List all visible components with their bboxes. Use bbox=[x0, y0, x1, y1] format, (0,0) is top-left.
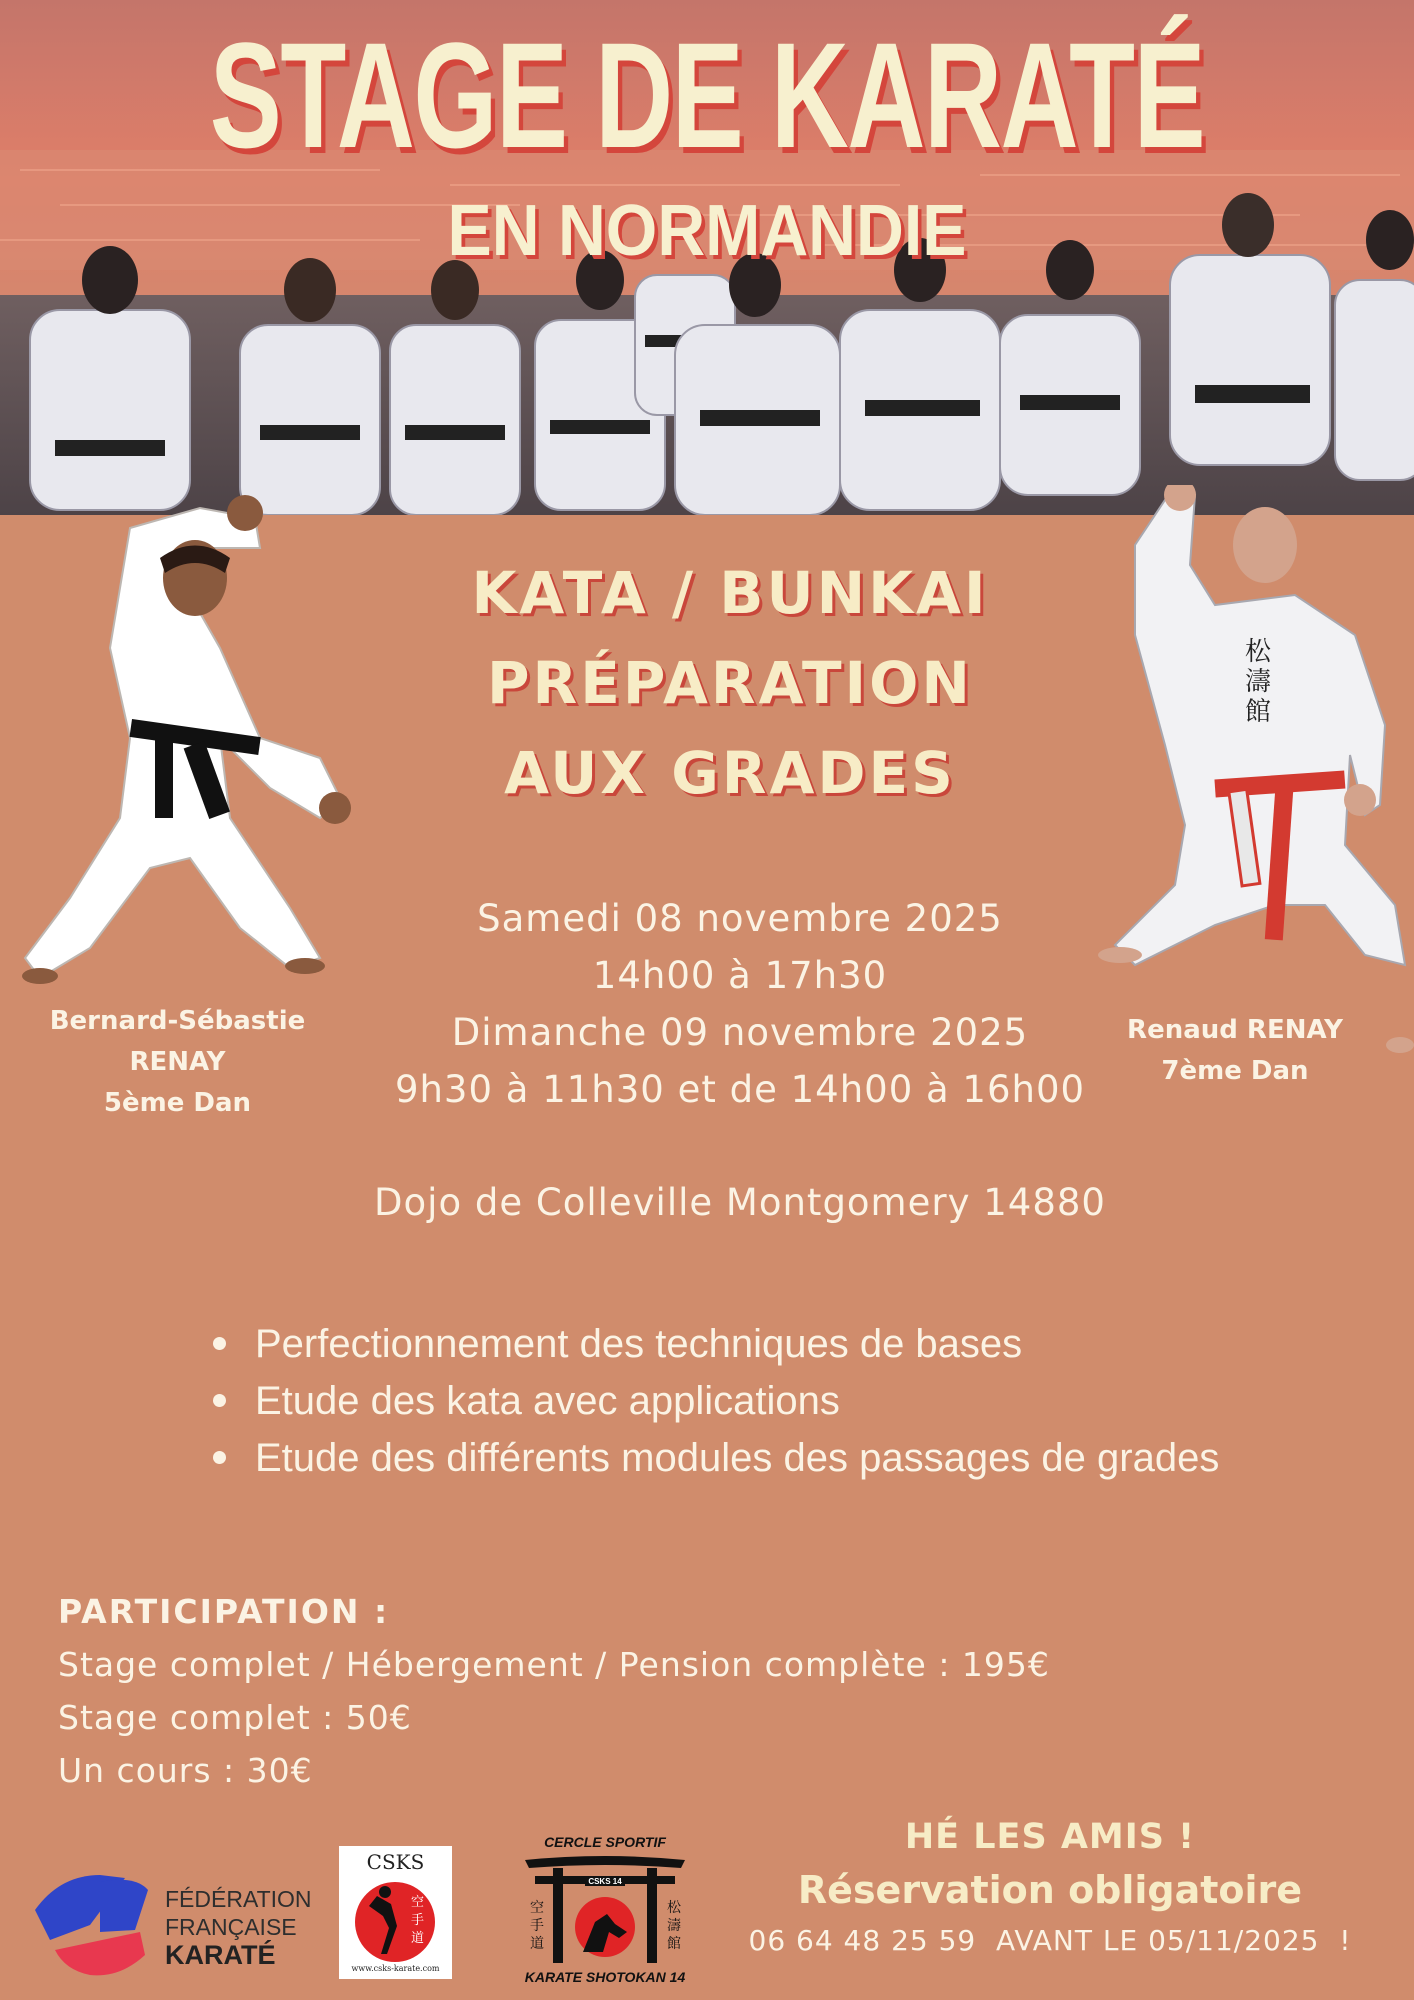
bullet-icon bbox=[213, 1394, 226, 1407]
topics-list bbox=[210, 1316, 1360, 1487]
list-item bbox=[210, 1430, 1360, 1487]
schedule-day-1-hours: 14h00 à 17h30 bbox=[592, 954, 888, 997]
svg-text:空: 空 bbox=[411, 1895, 425, 1910]
schedule-day-2-hours: 9h30 à 11h30 et de 14h00 à 16h00 bbox=[394, 1068, 1086, 1111]
schedule-day-2: Dimanche 09 novembre 2025 bbox=[451, 1011, 1029, 1054]
booking-phone: 06 64 48 25 59 AVANT LE 05/11/2025 ! bbox=[748, 1924, 1352, 1957]
booking-section bbox=[720, 1812, 1380, 1964]
csks-emblem-icon bbox=[339, 1846, 452, 1979]
svg-text:濤: 濤 bbox=[1245, 667, 1272, 697]
headline-line-2: PRÉPARATION bbox=[487, 649, 973, 717]
instructor-right-grade: 7ème Dan bbox=[1161, 1056, 1309, 1086]
svg-text:松: 松 bbox=[1245, 637, 1272, 667]
bullet-icon bbox=[213, 1337, 226, 1350]
instructor-left-grade: 5ème Dan bbox=[103, 1088, 252, 1118]
booking-greeting: HÉ LES AMIS ! bbox=[904, 1817, 1196, 1857]
participation-heading: PARTICIPATION : bbox=[58, 1592, 390, 1631]
instructor-left-first-name: Bernard-Sébastie bbox=[49, 1006, 306, 1036]
topic-text: Etude des kata avec applications bbox=[255, 1379, 840, 1423]
svg-text:手: 手 bbox=[411, 1913, 425, 1928]
csks-name: CSKS bbox=[366, 1850, 425, 1874]
list-item bbox=[210, 1373, 1360, 1430]
poster-title: STAGE DE KARATÉ bbox=[209, 11, 1205, 179]
ffk-line-1: FÉDÉRATION bbox=[165, 1886, 312, 1912]
svg-text:空: 空 bbox=[530, 1900, 544, 1916]
topic-text: Perfectionnement des techniques de bases bbox=[255, 1322, 1023, 1366]
csks-url: www.csks-karate.com bbox=[351, 1964, 440, 1973]
instructor-photo-left bbox=[20, 488, 370, 1013]
ffk-line-2: FRANÇAISE bbox=[165, 1914, 297, 1940]
topic-text: Etude des différents modules des passages de grades bbox=[255, 1436, 1220, 1480]
bullet-icon bbox=[213, 1451, 226, 1464]
svg-text:館: 館 bbox=[1245, 697, 1272, 727]
shotokan-bottom-text: KARATE SHOTOKAN 14 bbox=[524, 1969, 686, 1985]
csks-logo bbox=[339, 1846, 452, 1979]
svg-text:濤: 濤 bbox=[667, 1918, 681, 1934]
location: Dojo de Colleville Montgomery 14880 bbox=[374, 1181, 1106, 1224]
instructor-right-name: Renaud RENAY bbox=[1127, 1015, 1343, 1045]
course-headline bbox=[340, 548, 1120, 818]
torii-emblem-icon bbox=[495, 1832, 715, 1987]
svg-text:道: 道 bbox=[530, 1936, 544, 1952]
schedule-day-1: Samedi 08 novembre 2025 bbox=[477, 897, 1003, 940]
headline-line-1: KATA / BUNKAI bbox=[471, 559, 989, 627]
instructor-right-caption bbox=[1085, 1010, 1385, 1092]
svg-text:館: 館 bbox=[667, 1936, 681, 1952]
svg-text:道: 道 bbox=[411, 1931, 425, 1946]
rate-full-board: Stage complet / Hébergement / Pension complète : 195€ bbox=[58, 1645, 1050, 1684]
rate-full-course: Stage complet : 50€ bbox=[58, 1698, 412, 1737]
instructor-left-caption bbox=[40, 1001, 315, 1124]
svg-text:松: 松 bbox=[667, 1900, 681, 1916]
participation-section bbox=[58, 1585, 1258, 1797]
hero-photo bbox=[0, 0, 1414, 515]
shotokan-top-text: CERCLE SPORTIF bbox=[544, 1834, 666, 1850]
ffk-emblem-icon bbox=[30, 1870, 160, 1980]
poster-subtitle: EN NORMANDIE bbox=[447, 191, 967, 271]
shotokan-badge-text: CSKS 14 bbox=[588, 1877, 622, 1886]
list-item bbox=[210, 1316, 1360, 1373]
shotokan-logo bbox=[495, 1832, 715, 1987]
schedule bbox=[320, 890, 1160, 1118]
booking-notice: Réservation obligatoire bbox=[797, 1868, 1303, 1912]
ffk-wordmark bbox=[165, 1885, 312, 1969]
svg-text:手: 手 bbox=[530, 1918, 544, 1934]
ffk-logo bbox=[30, 1870, 320, 1980]
headline-line-3: AUX GRADES bbox=[504, 739, 956, 807]
rate-single-class: Un cours : 30€ bbox=[58, 1751, 313, 1790]
ffk-line-3: KARATÉ bbox=[165, 1940, 276, 1970]
instructor-left-last-name: RENAY bbox=[129, 1047, 226, 1077]
